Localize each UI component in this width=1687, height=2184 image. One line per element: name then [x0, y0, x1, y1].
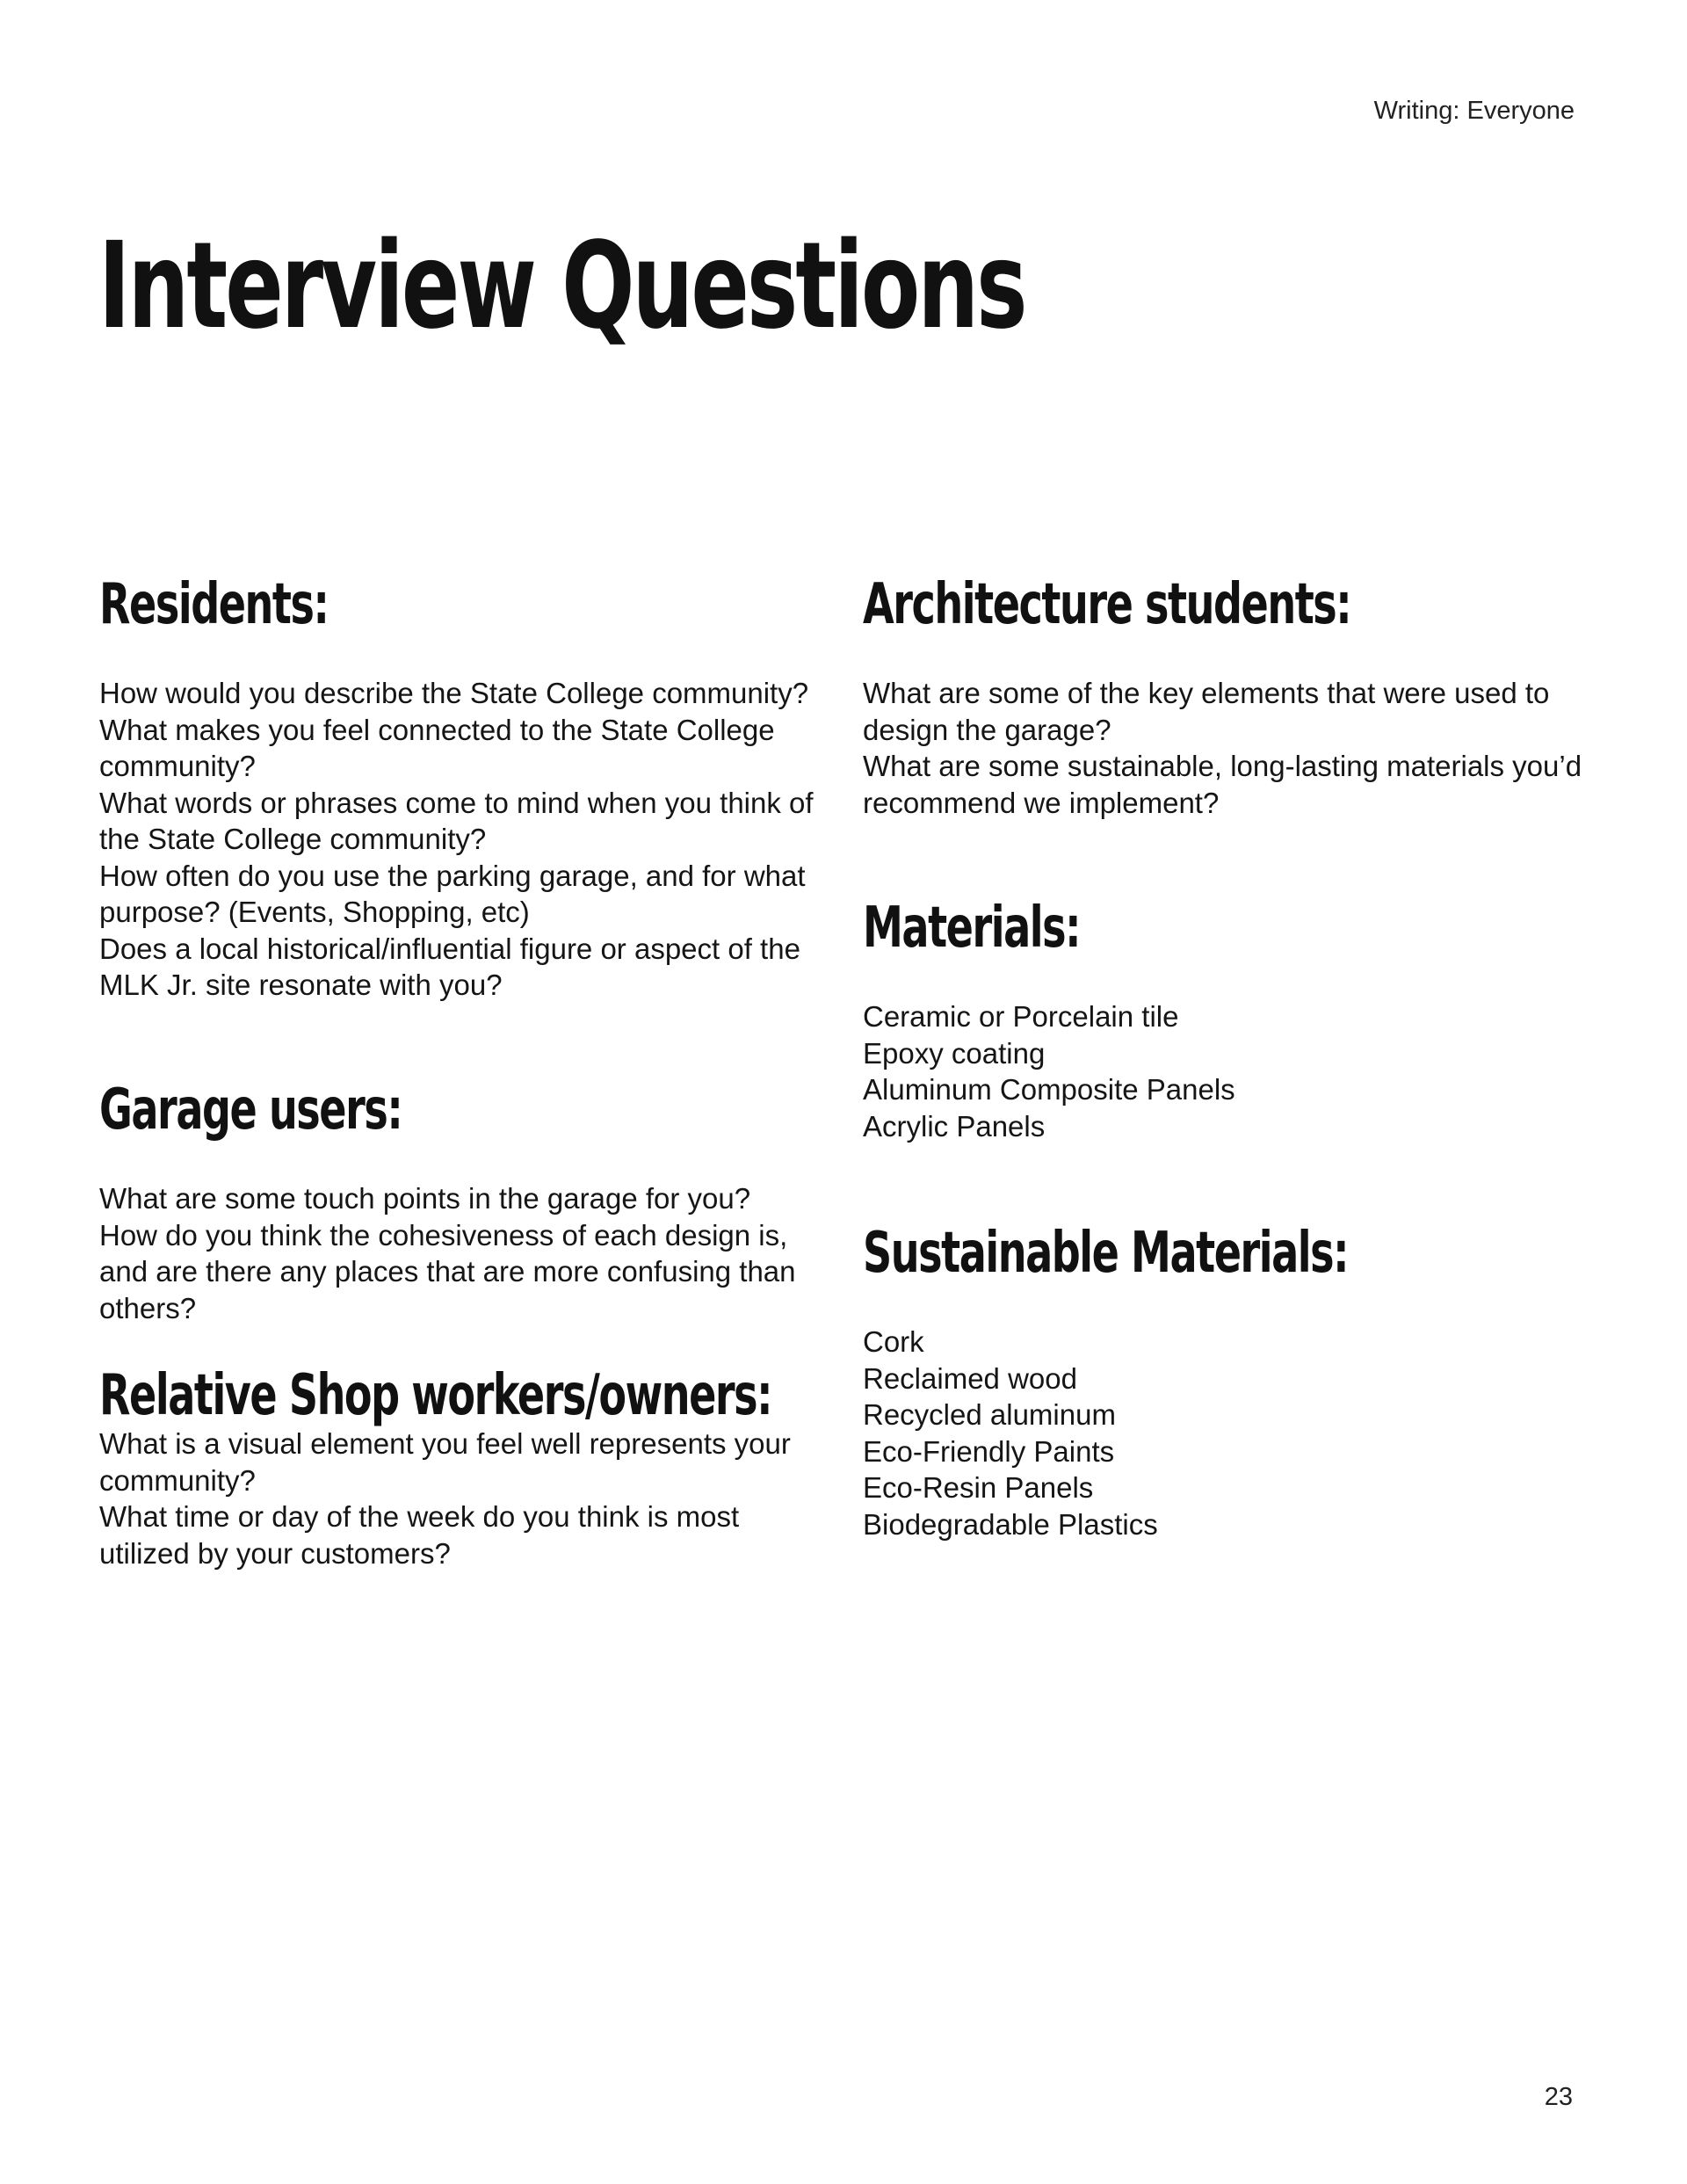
question-line: What makes you feel connected to the State College [99, 713, 775, 746]
question-line: the State College community? [99, 823, 487, 856]
question-line: community? [99, 750, 256, 783]
question-line: and are there any places that are more confusing than [99, 1255, 796, 1288]
question-line: utilized by your customers? [99, 1536, 451, 1570]
list-item: Biodegradable Plastics [863, 1507, 1158, 1541]
question-line: What time or day of the week do you think is most [99, 1500, 740, 1534]
page-number: 23 [1544, 2083, 1573, 2111]
question-line: What are some of the key elements that were used to [863, 677, 1550, 710]
question-line: What are some touch points in the garage for you? [99, 1182, 751, 1215]
residents-questions [99, 675, 829, 1004]
page-title: Interview Questions [98, 217, 1025, 356]
list-item: Reclaimed wood [863, 1361, 1077, 1395]
question-line: Does a local historical/influential figure or aspect of the [99, 932, 800, 965]
section-garage-users [99, 1077, 829, 1326]
question-line: recommend we implement? [863, 786, 1220, 819]
header-note: Writing: Everyone [1373, 97, 1575, 125]
garage-users-questions [99, 1180, 829, 1326]
question-line: How would you describe the State College community? [99, 677, 809, 710]
section-heading-sustainable-materials: Sustainable Materials: [863, 1221, 1349, 1286]
materials-list [863, 998, 1592, 1144]
question-line: What words or phrases come to mind when you think of [99, 786, 814, 819]
question-line: community? [99, 1463, 256, 1497]
question-line: design the garage? [863, 713, 1111, 746]
list-item: Recycled aluminum [863, 1398, 1116, 1432]
list-item: Eco-Resin Panels [863, 1471, 1094, 1505]
list-item: Acrylic Panels [863, 1109, 1046, 1143]
sustainable-materials-list [863, 1324, 1592, 1542]
section-heading-architecture-students: Architecture students: [863, 572, 1351, 637]
shop-workers-questions [99, 1426, 829, 1571]
list-item: Cork [863, 1325, 924, 1359]
section-sustainable-materials [863, 1221, 1592, 1542]
section-heading-shop-workers: Relative Shop workers/owners: [99, 1363, 772, 1428]
list-item: Eco-Friendly Paints [863, 1434, 1115, 1468]
section-materials [863, 896, 1592, 1144]
question-line: How often do you use the parking garage, and for what [99, 859, 806, 892]
question-line: What are some sustainable, long-lasting materials you’d [863, 750, 1582, 783]
question-line: purpose? (Events, Shopping, etc) [99, 896, 530, 929]
question-line: What is a visual element you feel well represents your [99, 1427, 791, 1461]
question-line: others? [99, 1291, 197, 1324]
section-heading-garage-users: Garage users: [99, 1077, 402, 1143]
section-heading-materials: Materials: [863, 896, 1081, 961]
section-heading-residents: Residents: [99, 572, 329, 637]
section-shop-workers [99, 1363, 829, 1571]
section-architecture-students [863, 572, 1592, 821]
list-item: Aluminum Composite Panels [863, 1073, 1235, 1107]
architecture-students-questions [863, 675, 1592, 821]
section-residents [99, 572, 829, 1004]
list-item: Epoxy coating [863, 1036, 1046, 1070]
list-item: Ceramic or Porcelain tile [863, 1000, 1179, 1034]
question-line: How do you think the cohesiveness of each design is, [99, 1218, 788, 1252]
question-line: MLK Jr. site resonate with you? [99, 969, 503, 1002]
